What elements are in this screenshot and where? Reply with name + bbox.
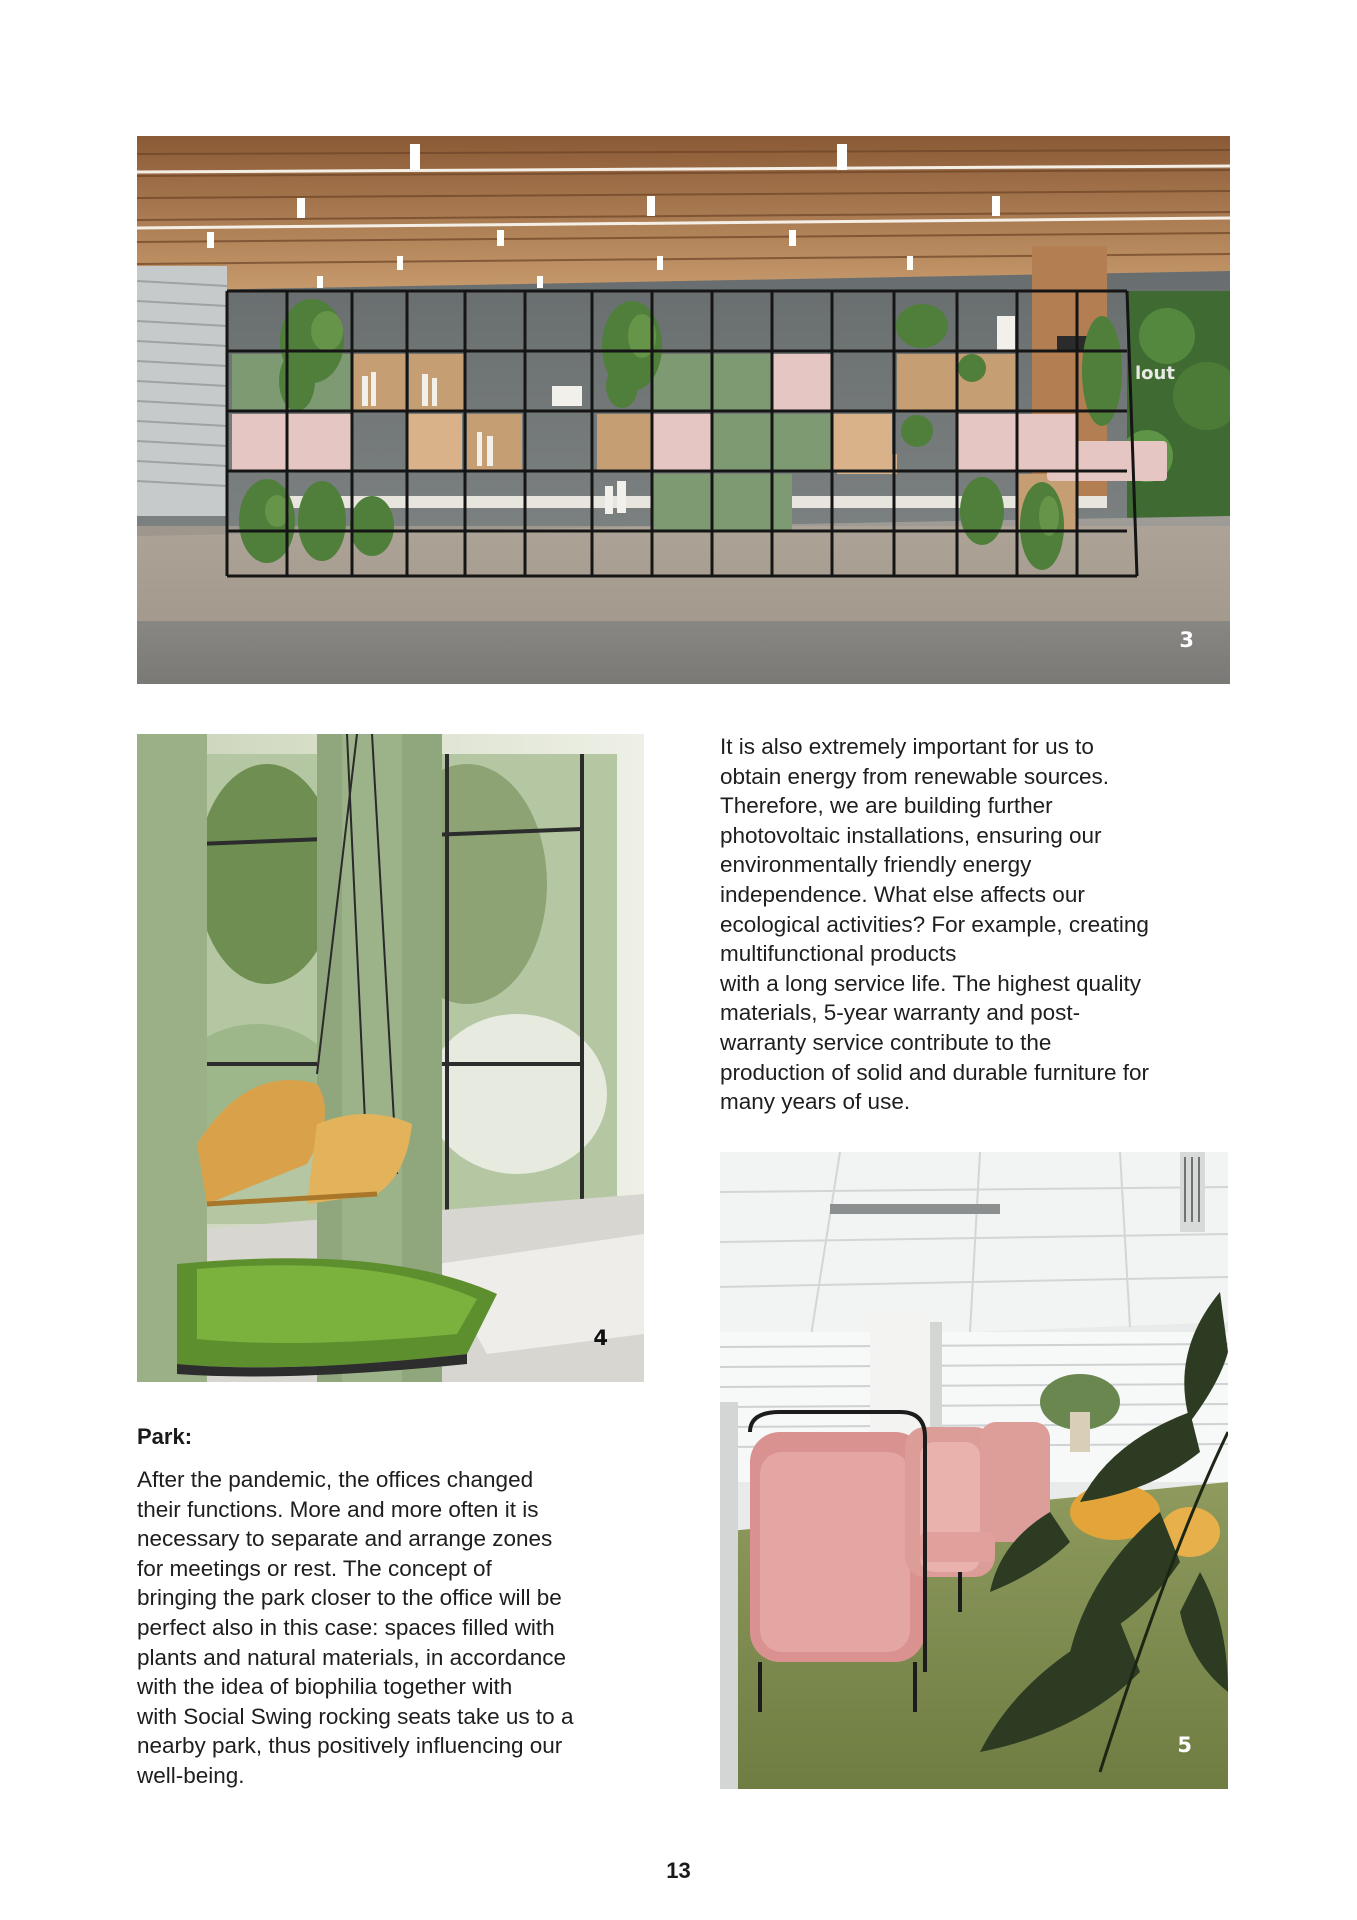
photo-number-3: 3 — [1179, 628, 1194, 652]
shelf-sign-text: lout — [1135, 363, 1175, 384]
text-line: necessary to separate and arrange zones — [137, 1526, 553, 1552]
text-line: photovoltaic installations, ensuring our — [720, 822, 1102, 848]
photo-number-5: 5 — [1177, 1733, 1192, 1757]
text-line: Therefore, we are building further — [720, 793, 1053, 819]
text-line: After the pandemic, the offices changed — [137, 1467, 534, 1492]
text-line: obtain energy from renewable sources. — [720, 763, 1109, 789]
page-number: 13 — [666, 1858, 691, 1883]
text-line: their functions. More and more often it is — [137, 1496, 539, 1522]
swing-seat-photo — [137, 734, 644, 1382]
text-line: materials, 5-year warranty and post- — [720, 1000, 1081, 1026]
text-line: plants and natural materials, in accordance — [137, 1644, 566, 1670]
text-line: environmentally friendly energy — [720, 852, 1032, 878]
park-heading: Park: — [137, 1424, 193, 1449]
text-line: perfect also in this case: spaces filled with — [137, 1614, 555, 1640]
text-line: with the idea of biophilia together with — [137, 1674, 513, 1700]
text-line: warranty service contribute to the — [720, 1029, 1052, 1055]
park-paragraph — [137, 1465, 652, 1791]
text-line: independence. What else affects our — [720, 881, 1085, 907]
text-line: many years of use. — [720, 1089, 911, 1115]
pink-booths-photo — [720, 1152, 1228, 1789]
energy-paragraph — [720, 732, 1230, 1117]
text-line: with Social Swing rocking seats take us to a — [137, 1703, 574, 1729]
text-line: It is also extremely important for us to — [720, 734, 1094, 759]
text-line: bringing the park closer to the office will be — [137, 1585, 562, 1611]
text-line: multifunctional products — [720, 941, 957, 967]
office-shelving-photo — [137, 136, 1230, 684]
text-line: production of solid and durable furniture for — [720, 1059, 1150, 1085]
text-line: well-being. — [137, 1762, 245, 1788]
text-line: with a long service life. The highest quality — [720, 970, 1142, 996]
photo-number-4: 4 — [593, 1326, 608, 1350]
text-line: nearby park, thus positively influencing our — [137, 1733, 563, 1759]
text-line: for meetings or rest. The concept of — [137, 1555, 492, 1581]
text-line: ecological activities? For example, creating — [720, 911, 1149, 937]
